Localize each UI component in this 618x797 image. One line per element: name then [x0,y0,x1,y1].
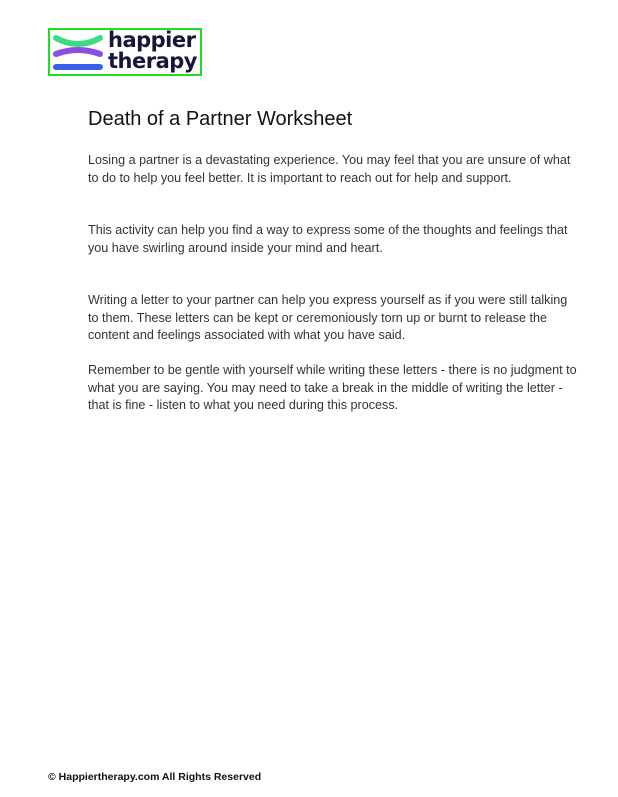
footer-copyright: © Happiertherapy.com All Rights Reserved [48,771,262,783]
logo-waves-icon [52,32,104,74]
paragraph-intro: Losing a partner is a devastating experience. You may feel that you are unsure of what to do to help you feel better. It is important to reach out for help and support. [88,153,571,185]
logo-line-1: happier [108,28,196,52]
paragraph-activity: This activity can help you find a way to express some of the thoughts and feelings that you have swirling around inside your mind and heart. [88,223,568,255]
page-title: Death of a Partner Worksheet [88,108,353,130]
paragraph-gentle: Remember to be gentle with yourself while writing these letters - there is no judgment to what you are saying. You may need to take a break in the middle of writing the letter - that is fine - listen to what you need during this process. [88,363,577,412]
paragraph-letter: Writing a letter to your partner can help you express yourself as if you were still talking to them. These letters can be kept or ceremoniously torn up or burnt to release the content and feelings associated with what you have said. [88,293,568,342]
logo [48,28,202,76]
logo-line-2: therapy [108,49,197,73]
logo-wordmark [108,30,197,72]
